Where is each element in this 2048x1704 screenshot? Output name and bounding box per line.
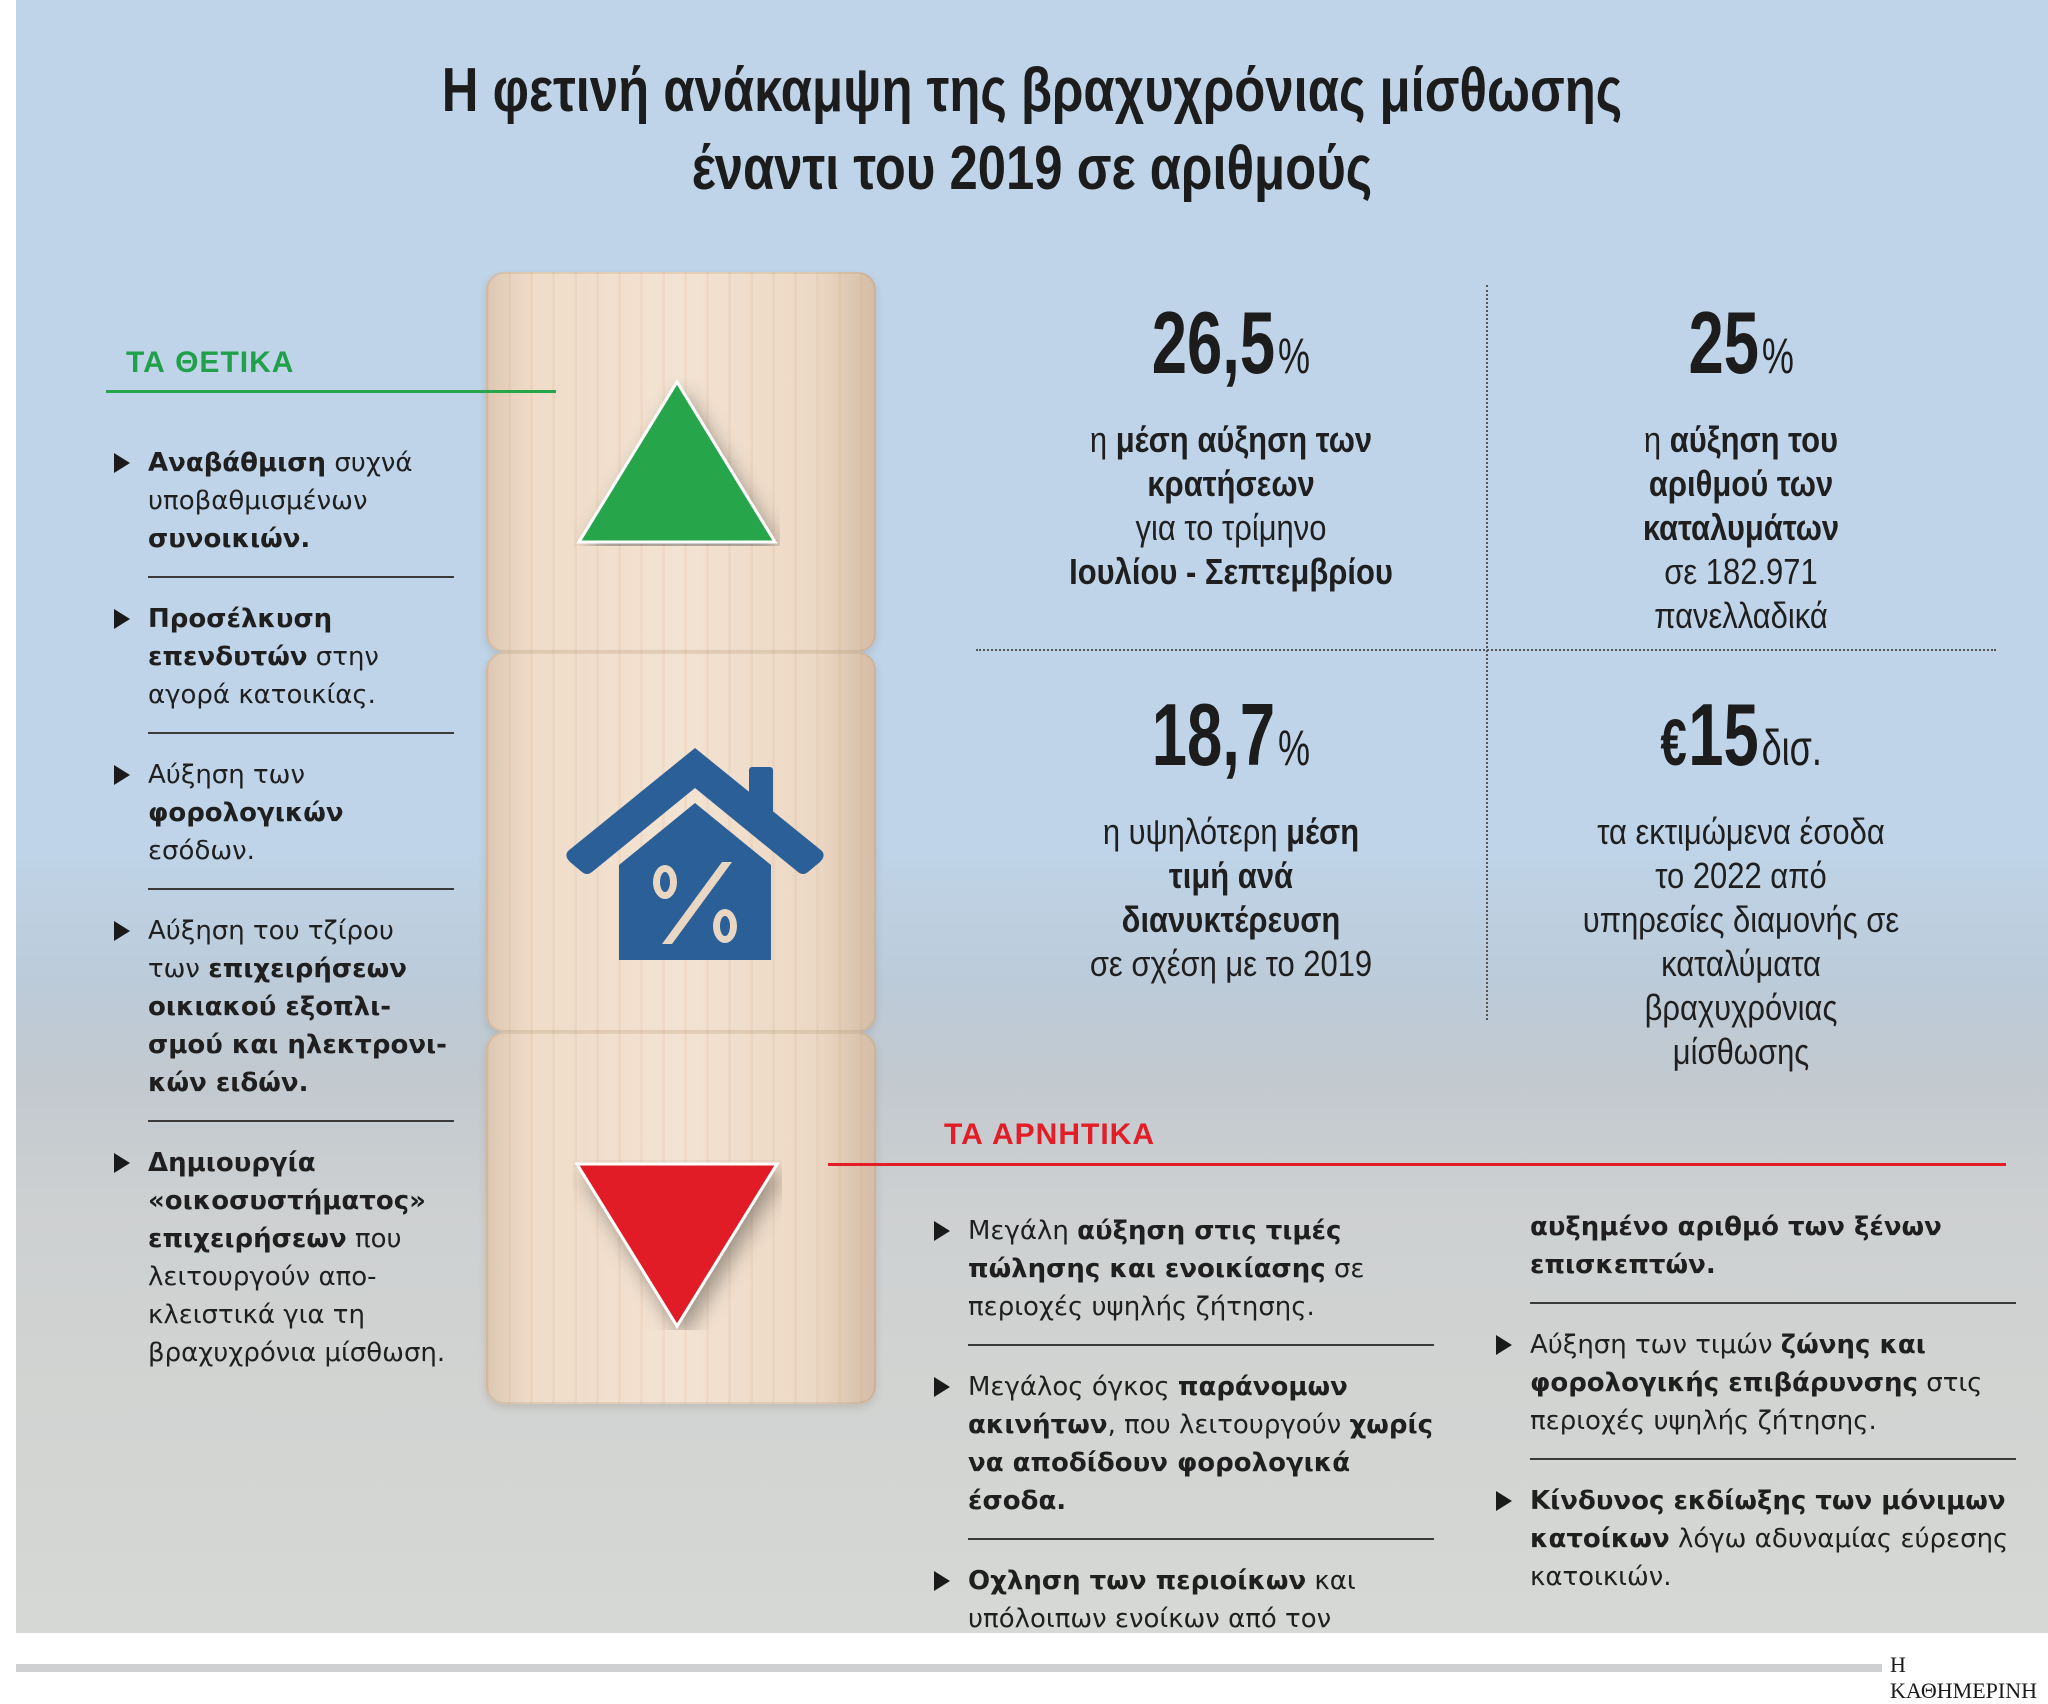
item-separator — [148, 888, 454, 890]
item-bold: Αναβάθμιση — [148, 448, 327, 478]
stat-price-per-night — [976, 685, 1486, 986]
positive-item-2 — [114, 600, 454, 714]
bullet-arrow-icon — [114, 921, 130, 941]
item-separator — [1530, 1302, 2016, 1304]
item-text: στην αγορά κατοικίας. — [148, 642, 379, 710]
title-line-2: έναντι του 2019 σε αριθμούς — [691, 134, 1373, 203]
negative-item-1: Μεγάλη αύξηση στις τιμές πώλησης και ενοικίασης σε περιοχές υψηλής ζήτησης. — [934, 1212, 1434, 1326]
bullet-arrow-icon — [114, 453, 130, 473]
stats-horizontal-divider — [976, 649, 1996, 651]
stat-description: η υψηλότερη μέση τιμή ανά διανυκτέρευση σε σχέση με το 2019 — [1089, 811, 1373, 984]
item-bold: επιχειρήσεων οικιακού εξοπλι- σμού και ηλεκτρονι- κών ειδών. — [148, 954, 447, 1098]
stat-description: τα εκτιμώμενα έσοδα το 2022 από υπηρεσίες διαμονής σε καταλύματα βραχυχρόνιας μίσθωσης — [1582, 811, 1900, 1072]
positives-divider — [106, 390, 556, 393]
page-title — [199, 52, 1865, 208]
item-separator — [148, 576, 454, 578]
bullet-arrow-icon — [1496, 1491, 1512, 1511]
item-separator — [968, 1538, 1434, 1540]
house-percent-icon — [564, 748, 826, 966]
stat-value: 26,5% — [1151, 293, 1311, 392]
item-text: συχνά υποβαθμισμένων — [148, 448, 413, 516]
item-text: Αύξηση των — [148, 760, 305, 790]
stat-listings-increase — [1486, 293, 1996, 638]
positive-item-3 — [114, 756, 454, 870]
publisher-logo: Η ΚΑΘΗΜΕΡΙΝΗ — [1890, 1652, 2037, 1703]
negative-item-3: Οχληση των περιοίκων και υπόλοιπων ενοίκων από τον — [934, 1562, 1434, 1633]
negatives-list-column-2 — [1496, 1208, 2016, 1596]
bullet-arrow-icon — [934, 1377, 950, 1397]
stat-bookings-increase — [976, 293, 1486, 594]
item-text: Αύξηση του τζίρου των — [148, 916, 394, 984]
stat-value: 25% — [1688, 293, 1794, 392]
stat-unit: % — [1278, 328, 1311, 384]
red-down-triangle-icon — [572, 1160, 782, 1330]
bullet-arrow-icon — [934, 1571, 950, 1591]
positives-heading: ΤΑ ΘΕΤΙΚΑ — [126, 346, 295, 379]
negatives-heading: ΤΑ ΑΡΝΗΤΙΚΑ — [944, 1118, 1155, 1151]
item-separator — [148, 732, 454, 734]
footer-bar — [16, 1664, 1882, 1672]
bullet-arrow-icon — [1496, 1335, 1512, 1355]
item-bold: Δημιουργία «οικοσυστήματος» επιχειρήσεων — [148, 1148, 426, 1254]
infographic-canvas — [16, 0, 2048, 1633]
negative-item-3-continuation: αυξημένο αριθμό των ξένων επισκεπτών. — [1530, 1212, 1942, 1280]
negative-item-4: Αύξηση των τιμών ζώνης και φορολογικής επιβάρυνσης στις περιοχές υψηλής ζήτησης. — [1496, 1326, 2016, 1440]
bullet-arrow-icon — [114, 765, 130, 785]
item-separator — [1530, 1458, 2016, 1460]
item-separator — [968, 1344, 1434, 1346]
stat-value: €15δισ. — [1660, 685, 1822, 784]
negative-item-5: Κίνδυνος εκδίωξης των μόνιμων κατοίκων λόγω αδυναμίας εύρεσης κατοικιών. — [1496, 1482, 2016, 1596]
item-bold: συνοικιών. — [148, 524, 311, 554]
positive-item-4 — [114, 912, 454, 1102]
stat-description: η μέση αύξηση των κρατήσεων για το τρίμηνο Ιουλίου - Σεπτεμβρίου — [1069, 419, 1393, 592]
bullet-arrow-icon — [114, 609, 130, 629]
negatives-list-column-1 — [934, 1212, 1434, 1633]
bullet-arrow-icon — [934, 1221, 950, 1241]
currency-symbol: € — [1660, 705, 1687, 779]
stat-unit: δισ. — [1761, 720, 1822, 776]
positive-item-1 — [114, 444, 454, 558]
stat-estimated-revenue — [1486, 685, 1996, 1074]
item-text: εσόδων. — [148, 836, 255, 866]
item-separator — [148, 1120, 454, 1122]
positive-item-5 — [114, 1144, 454, 1372]
stat-description: η αύξηση του αριθμού των καταλυμάτων σε 182.971 πανελλαδικά — [1642, 419, 1840, 636]
item-text: που λειτουργούν απο- κλειστικά για τη βραχυχρόνια μίσθωση. — [148, 1224, 446, 1368]
green-up-triangle-icon — [574, 378, 780, 546]
stat-unit: % — [1761, 328, 1794, 384]
item-bold: φορολογικών — [148, 798, 344, 828]
negatives-divider — [828, 1163, 2006, 1166]
stats-grid — [976, 285, 1996, 1072]
bullet-arrow-icon — [114, 1153, 130, 1173]
title-line-1: Η φετινή ανάκαμψη της βραχυχρόνιας μίσθωσης — [441, 56, 1623, 125]
item-bold: Προσέλκυση επενδυτών — [148, 604, 333, 672]
positives-list — [114, 444, 454, 1372]
stat-value: 18,7% — [1151, 685, 1311, 784]
stat-unit: % — [1278, 720, 1311, 776]
negative-item-2: Μεγάλος όγκος παράνομων ακινήτων, που λειτουργούν χωρίς να αποδίδουν φορολογικά έσοδα. — [934, 1368, 1434, 1520]
